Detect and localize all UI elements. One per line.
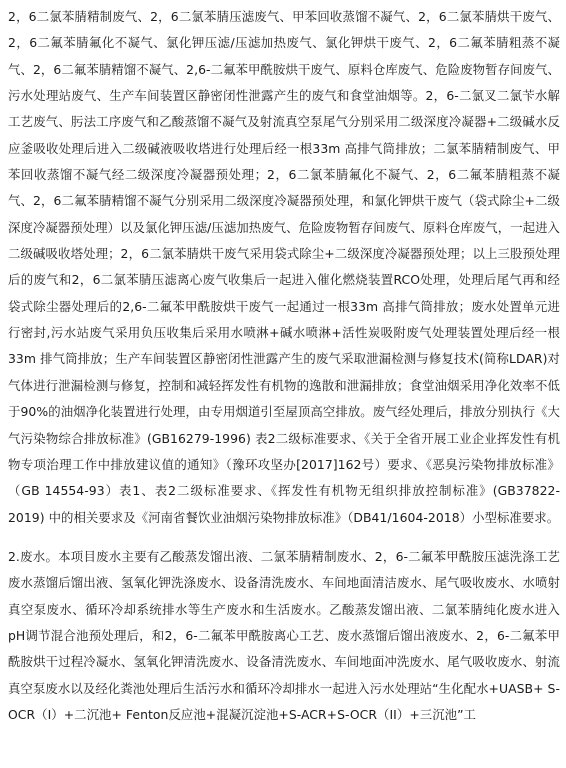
paragraph-wastewater: 2.废水。本项目废水主要有乙酸蒸发馏出液、二氯苯腈精制废水、2，6-二氟苯甲酰胺压滤洗涤工艺废水蒸馏后馏出液、氢氧化钾洗涤废水、设备清洗废水、车间地面清洁废水、尾气吸收废水、水喷射真空泵废水、循环冷却系统排水等生产废水和生活废水。乙酸蒸发馏出液、二氯苯腈纯化废水进入pH调节混合池预处理后，和2，6-二氟苯甲酰胺离心工艺、废水蒸馏后馏出液废水、2，6-二氟苯甲酰胺烘干过程冷凝水、氢氧化钾清洗废水、设备清洗废水、车间地面冲洗废水、尾气吸收废水、射流真空泵废水以及经化粪池处理后生活污水和循环冷却排水一起进入污水处理站“生化配水+UASB+ S-OCR（I）+二沉池+ Fenton反应池+混凝沉淀池+S-ACR+S-OCR（II）+三沉池”工: [8, 548, 560, 722]
document-page: [8, 4, 560, 764]
paragraph-exhaust-gas: 2，6二氯苯腈精制废气、2，6二氯苯腈压滤废气、甲苯回收蒸馏不凝气、2，6二氯苯腈烘干废气、2，6二氟苯腈氟化不凝气、氯化钾压滤/压滤加热废气、氯化钾烘干废气、2，6二氟苯腈粗蒸不凝气、2，6二氟苯腈精馏不凝气、2,6-二氟苯甲酰胺烘干废气、原料仓库废气、危险废物暂存间废气、污水处理站废气、生产车间装置区静密闭性泄露产生的废气和食堂油烟等。2，6-二氯叉二氯苄水解工艺废气、肟法工序废气和乙酸蒸馏不凝气及射流真空泵尾气分别采用二级深度冷凝器+二级碱水反应釜吸收处理后进入二级碱液吸收塔进行处理后经一根33m 高排气筒排放；二氯苯腈精制废气、甲苯回收蒸馏不凝气经二级深度冷凝器预处理；2，6二氯苯腈氟化不凝气、2，6二氟苯腈粗蒸不凝气、2，6二氟苯腈精馏不凝气分别采用二级深度冷凝器预处理，和氯化钾烘干废气（袋式除尘+二级深度冷凝器预处理）以及氯化钾压滤/压滤加热废气、危险废物暂存间废气、原料仓库废气，一起进入二级碱吸收塔处理；2，6二氯苯腈烘干废气采用袋式除尘+二级深度冷凝器预处理；以上三股预处理后的废气和2，6二氯苯腈压滤离心废气收集后一起进入催化燃烧装置RCO处理，处理后尾气再和经袋式除尘器处理后的2,6-二氟苯甲酰胺烘干废气一起通过一根33m 高排气筒排放；废水处置单元进行密封,污水站废气采用负压收集后采用水喷淋+碱水喷淋+活性炭吸附废气处理装置处理后经一根33m 排气筒排放；生产车间装置区静密闭性泄露产生的废气采取泄漏检测与修复技术(简称LDAR)对气体进行泄漏检测与修复，控制和减轻挥发性有机物的逸散和泄漏排放；食堂油烟采用净化效率不低于90%的油烟净化装置进行处理，由专用烟道引至屋顶高空排放。废气经处理后，排放分别执行《大气污染物综合排放标准》(GB16279-1996) 表2二级标准要求、《关于全省开展工业企业挥发性有机物专项治理工作中排放建议值的通知》（豫环攻坚办[2017]162号）要求、《恶臭污染物排放标准》（GB 14554-93）表1、表2二级标准要求、《挥发性有机物无组织排放控制标准》(GB37822-2019) 中的相关要求及《河南省餐饮业油烟污染物排放标准》（DB41/1604-2018）小型标准要求。: [8, 9, 560, 525]
